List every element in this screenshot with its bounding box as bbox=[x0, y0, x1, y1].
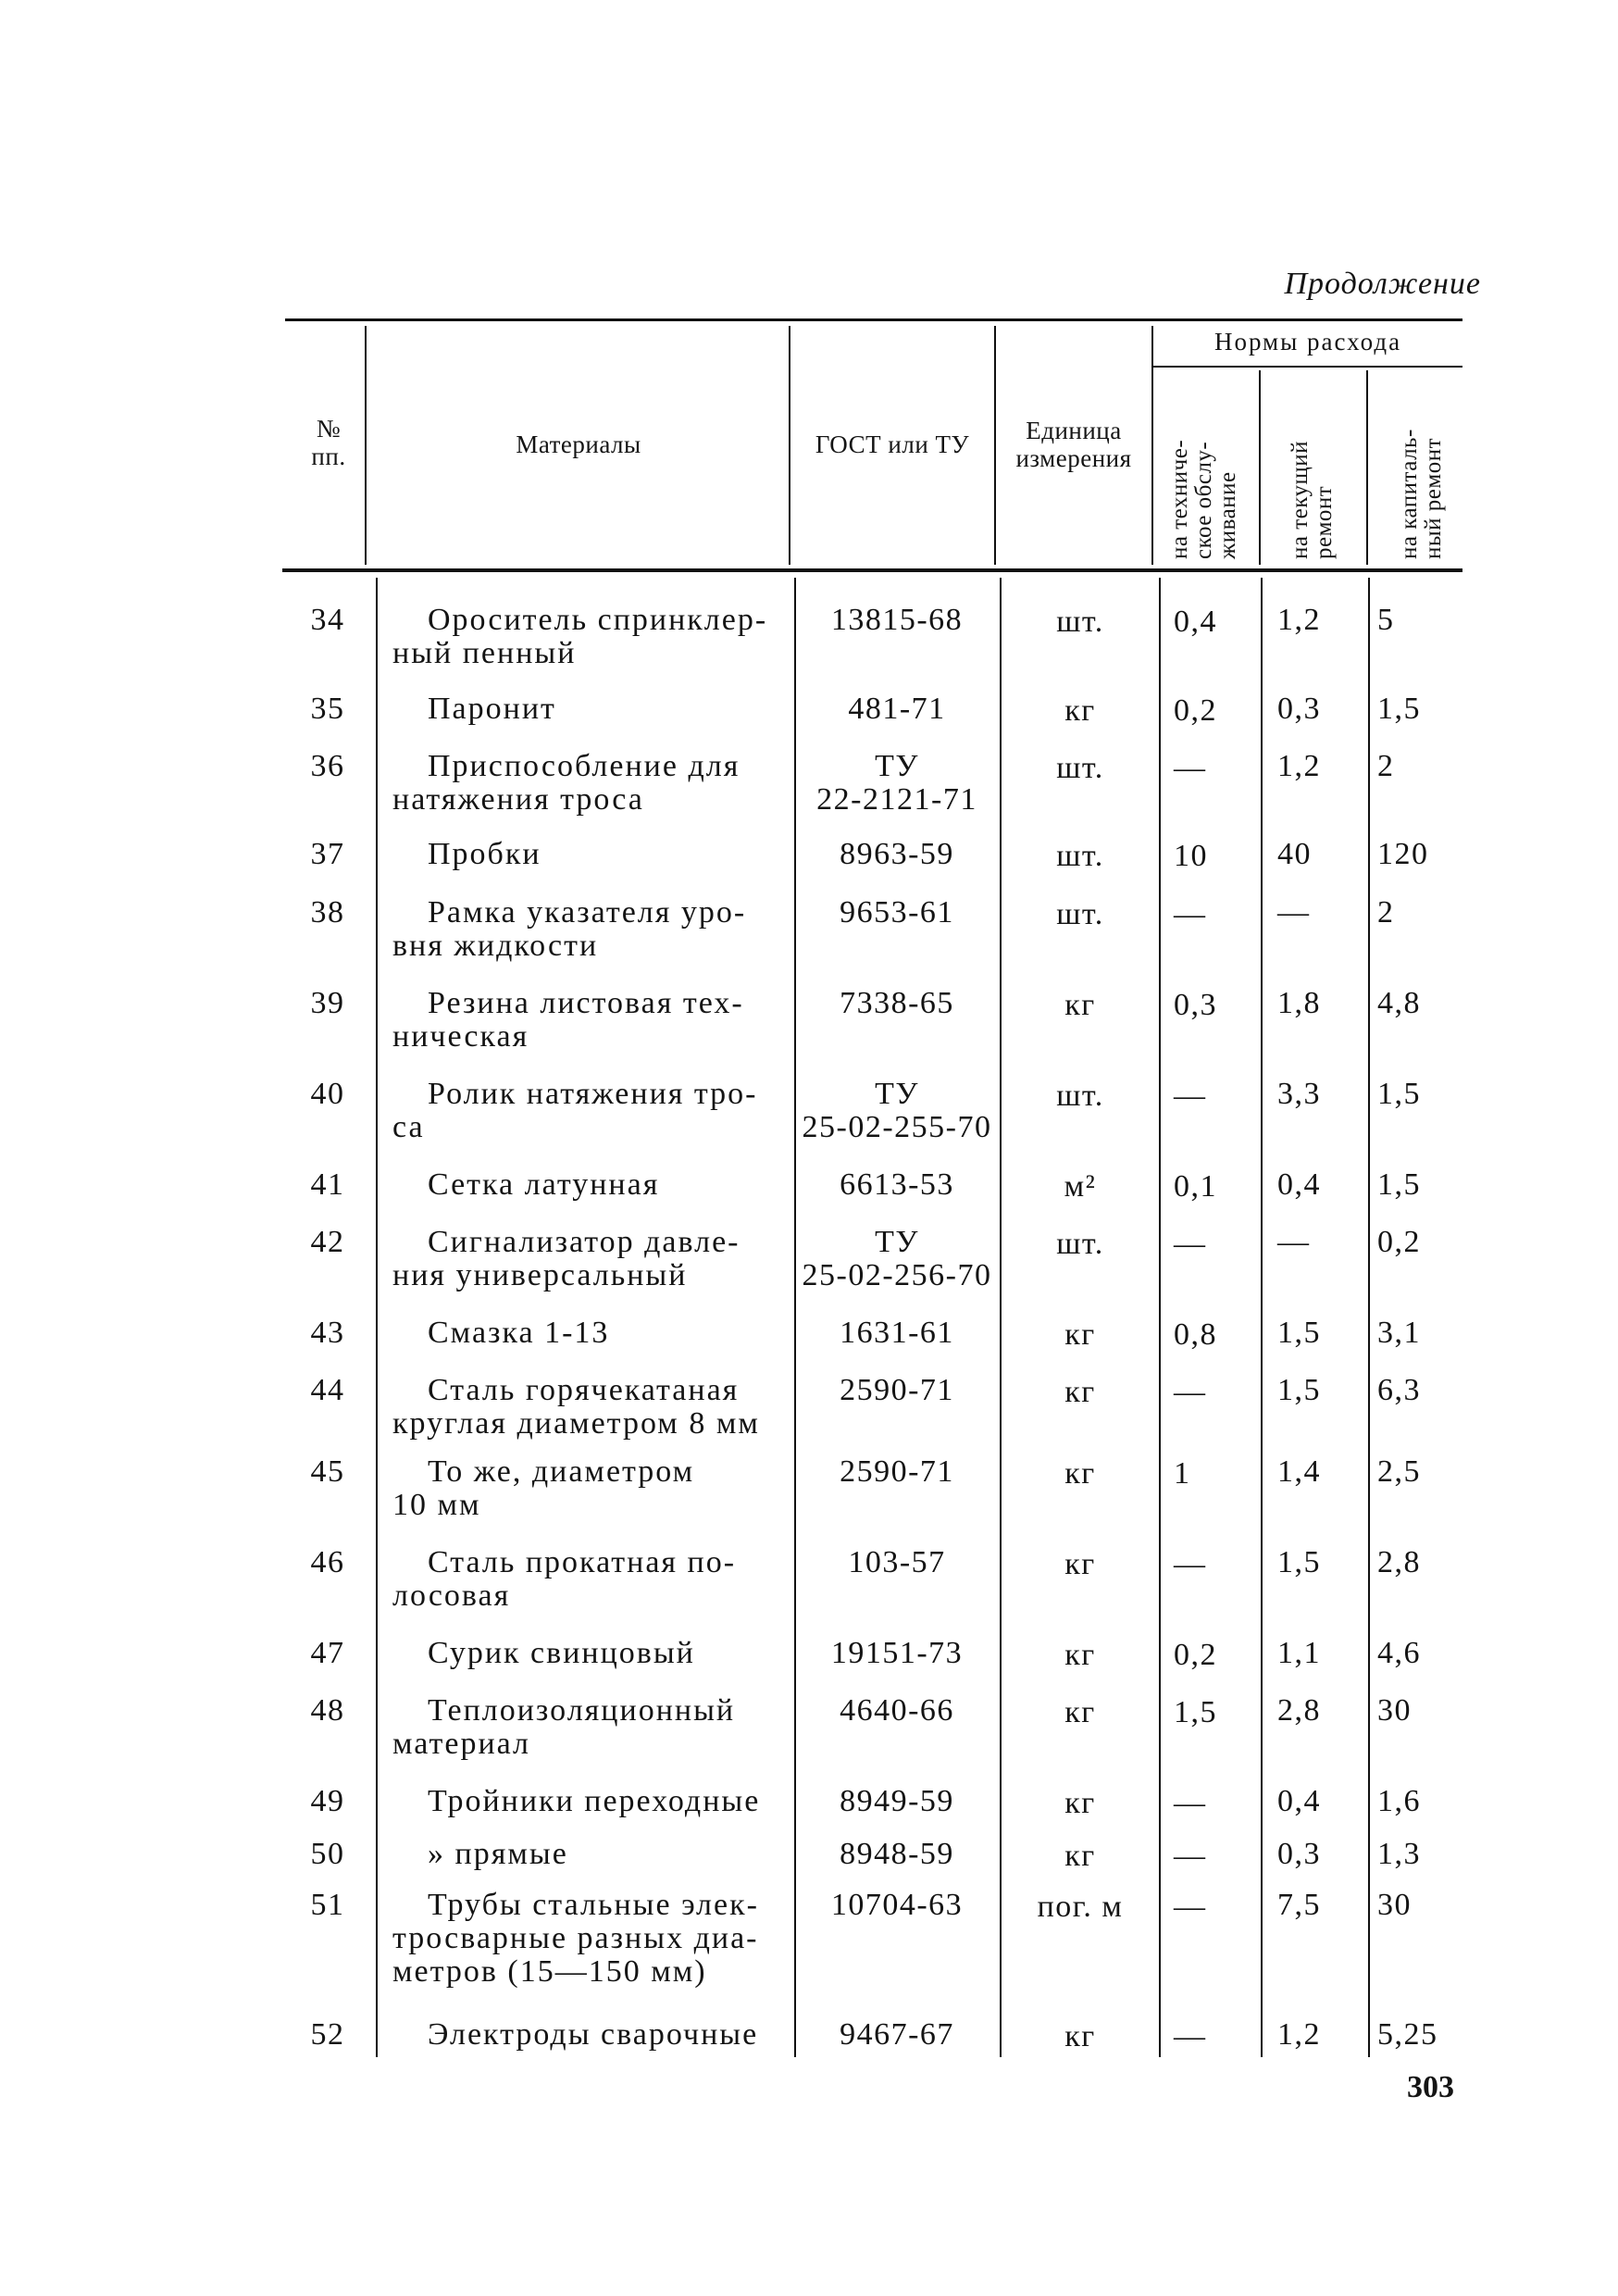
norm-current-repair: 0,4 bbox=[1277, 1784, 1321, 1818]
norm-current-repair: 40 bbox=[1277, 837, 1312, 871]
norm-maintenance: — bbox=[1174, 897, 1207, 931]
row-number: 39 bbox=[310, 986, 345, 1020]
material-name bbox=[392, 838, 779, 871]
unit-of-measure: кг bbox=[1064, 1456, 1096, 1491]
header-capital-repair-line1: на капиталь- bbox=[1397, 429, 1422, 559]
header-materials: Материалы bbox=[516, 430, 641, 458]
norm-current-repair: — bbox=[1277, 895, 1311, 930]
row-number: 40 bbox=[310, 1077, 345, 1111]
norm-maintenance: — bbox=[1174, 2019, 1207, 2053]
material-line: материал bbox=[392, 1727, 530, 1761]
header-num-line1: № bbox=[316, 415, 342, 443]
unit-of-measure: шт. bbox=[1056, 897, 1104, 931]
material-line: вня жидкости bbox=[392, 929, 599, 963]
header-bottom-rule bbox=[282, 568, 1462, 572]
material-line: Смазка 1-13 bbox=[428, 1316, 610, 1350]
body-divider bbox=[1159, 578, 1161, 2057]
norm-capital-repair: 5,25 bbox=[1377, 2017, 1438, 2052]
unit-of-measure: кг bbox=[1064, 1375, 1096, 1409]
row-number: 50 bbox=[310, 1837, 345, 1871]
norm-maintenance: 0,8 bbox=[1174, 1317, 1217, 1352]
norm-current-repair: 2,8 bbox=[1277, 1693, 1321, 1728]
body-divider bbox=[1368, 578, 1370, 2057]
unit-of-measure: кг bbox=[1064, 1695, 1096, 1729]
header-divider bbox=[1259, 370, 1261, 565]
norm-capital-repair: 1,3 bbox=[1377, 1837, 1421, 1871]
table-top-rule bbox=[285, 318, 1462, 321]
material-line: тросварные разных диа- bbox=[392, 1921, 759, 1955]
header-current-repair-line1: на текущий bbox=[1288, 440, 1313, 559]
gost-line: ТУ bbox=[875, 749, 919, 783]
norm-maintenance: — bbox=[1174, 1079, 1207, 1113]
norm-capital-repair: 2,5 bbox=[1377, 1454, 1421, 1489]
norm-capital-repair: 30 bbox=[1377, 1693, 1412, 1728]
material-name bbox=[392, 1168, 779, 1202]
unit-of-measure: кг bbox=[1064, 1317, 1096, 1352]
norm-current-repair: 1,2 bbox=[1277, 749, 1321, 783]
gost-line: 4640-66 bbox=[840, 1693, 954, 1728]
material-line: Ролик натяжения тро- bbox=[428, 1077, 758, 1111]
header-num bbox=[294, 415, 363, 470]
row-number: 45 bbox=[310, 1454, 345, 1489]
norm-capital-repair: 4,8 bbox=[1377, 986, 1421, 1020]
gost-line: 8949-59 bbox=[840, 1784, 954, 1818]
norm-capital-repair: 0,2 bbox=[1377, 1225, 1421, 1259]
norm-maintenance: 0,2 bbox=[1174, 693, 1217, 728]
norm-current-repair: 1,8 bbox=[1277, 986, 1321, 1020]
material-line: Теплоизоляционный bbox=[428, 1693, 736, 1728]
row-number: 47 bbox=[310, 1636, 345, 1670]
norm-maintenance: 10 bbox=[1174, 839, 1208, 873]
material-line: Сталь горячекатаная bbox=[428, 1373, 740, 1407]
norm-maintenance: 1,5 bbox=[1174, 1695, 1217, 1729]
unit-of-measure: кг bbox=[1064, 1786, 1096, 1820]
material-name bbox=[392, 604, 779, 670]
norm-capital-repair: 1,5 bbox=[1377, 692, 1421, 726]
material-name bbox=[392, 750, 779, 817]
material-line: круглая диаметром 8 мм bbox=[392, 1406, 760, 1441]
row-number: 38 bbox=[310, 895, 345, 930]
row-number: 48 bbox=[310, 1693, 345, 1728]
norm-current-repair: 1,5 bbox=[1277, 1316, 1321, 1350]
material-line: Сталь прокатная по- bbox=[428, 1545, 737, 1579]
gost-line: 25-02-256-70 bbox=[802, 1258, 992, 1292]
material-line: Тройники переходные bbox=[428, 1784, 761, 1818]
unit-of-measure: кг bbox=[1064, 2019, 1096, 2053]
header-divider bbox=[789, 326, 790, 565]
material-line: Ороситель спринклер- bbox=[428, 603, 768, 637]
gost-code bbox=[798, 1546, 996, 1579]
header-num-line2: пп. bbox=[311, 443, 346, 470]
unit-of-measure: шт. bbox=[1056, 839, 1104, 873]
material-name bbox=[392, 1694, 779, 1761]
norm-capital-repair: 2,8 bbox=[1377, 1545, 1421, 1579]
gost-line: 2590-71 bbox=[840, 1454, 954, 1489]
gost-code bbox=[798, 1078, 996, 1144]
unit-of-measure: кг bbox=[1064, 693, 1096, 728]
norm-capital-repair: 1,5 bbox=[1377, 1167, 1421, 1202]
material-line: Сурик свинцовый bbox=[428, 1636, 695, 1670]
norm-maintenance: — bbox=[1174, 1547, 1207, 1581]
norm-capital-repair: 5 bbox=[1377, 603, 1395, 637]
material-line: Сигнализатор давле- bbox=[428, 1225, 741, 1259]
norm-current-repair: 0,4 bbox=[1277, 1167, 1321, 1202]
norm-maintenance: — bbox=[1174, 751, 1207, 785]
unit-of-measure: кг bbox=[1064, 1638, 1096, 1672]
gost-line: 10704-63 bbox=[830, 1888, 964, 1922]
material-name bbox=[392, 1637, 779, 1670]
gost-line: 481-71 bbox=[848, 692, 946, 726]
header-divider bbox=[365, 326, 367, 565]
norm-capital-repair: 1,5 bbox=[1377, 1077, 1421, 1111]
header-maintenance-line3: живание bbox=[1215, 471, 1240, 559]
header-unit-line2: измерения bbox=[1015, 444, 1132, 472]
header-current-repair-line2: ремонт bbox=[1312, 485, 1337, 559]
norm-maintenance: — bbox=[1174, 1839, 1207, 1873]
unit-of-measure: кг bbox=[1064, 1547, 1096, 1581]
continuation-label: Продолжение bbox=[1284, 267, 1481, 301]
gost-code bbox=[798, 987, 996, 1020]
norm-capital-repair: 1,6 bbox=[1377, 1784, 1421, 1818]
gost-code bbox=[798, 896, 996, 930]
norm-current-repair: 1,5 bbox=[1277, 1373, 1321, 1407]
norm-current-repair: 1,2 bbox=[1277, 603, 1321, 637]
material-line: Пробки bbox=[428, 837, 541, 871]
material-line: натяжения троса bbox=[392, 782, 644, 817]
material-name bbox=[392, 1838, 779, 1871]
gost-line: 103-57 bbox=[848, 1545, 946, 1579]
norm-maintenance: 1 bbox=[1174, 1456, 1191, 1491]
gost-code bbox=[798, 604, 996, 637]
material-name bbox=[392, 2018, 779, 2052]
body-divider bbox=[1000, 578, 1002, 2057]
gost-code bbox=[798, 1226, 996, 1292]
material-line: 10 мм bbox=[392, 1488, 481, 1522]
material-name bbox=[392, 896, 779, 963]
gost-code bbox=[798, 1316, 996, 1350]
gost-line: 13815-68 bbox=[830, 603, 964, 637]
gost-line: 6613-53 bbox=[840, 1167, 954, 1202]
header-maintenance-line1: на техниче- bbox=[1167, 439, 1192, 559]
header-unit-line1: Единица bbox=[1026, 417, 1122, 444]
norm-maintenance: 0,4 bbox=[1174, 605, 1217, 639]
body-divider bbox=[1261, 578, 1263, 2057]
unit-of-measure: пог. м bbox=[1037, 1890, 1124, 1924]
material-name bbox=[392, 987, 779, 1054]
gost-line: 9653-61 bbox=[840, 895, 954, 930]
material-name bbox=[392, 1078, 779, 1144]
material-line: Трубы стальные элек- bbox=[428, 1888, 759, 1922]
gost-line: 25-02-255-70 bbox=[802, 1110, 992, 1144]
norm-maintenance: — bbox=[1174, 1375, 1207, 1409]
gost-code bbox=[798, 838, 996, 871]
material-line: метров (15—150 мм) bbox=[392, 1954, 707, 1989]
header-unit bbox=[998, 417, 1150, 472]
material-line: Рамка указателя уро- bbox=[428, 895, 747, 930]
row-number: 41 bbox=[310, 1167, 345, 1202]
norm-current-repair: 0,3 bbox=[1277, 692, 1321, 726]
gost-code bbox=[798, 1694, 996, 1728]
norm-maintenance: — bbox=[1174, 1786, 1207, 1820]
unit-of-measure: кг bbox=[1064, 988, 1096, 1022]
gost-code bbox=[798, 1637, 996, 1670]
material-name bbox=[392, 693, 779, 726]
material-line: » прямые bbox=[428, 1837, 568, 1871]
gost-line: 1631-61 bbox=[840, 1316, 954, 1350]
header-divider bbox=[1151, 326, 1153, 565]
norm-capital-repair: 2 bbox=[1377, 895, 1395, 930]
material-name bbox=[392, 1889, 779, 1989]
gost-line: 2590-71 bbox=[840, 1373, 954, 1407]
material-name bbox=[392, 1546, 779, 1613]
gost-line: 8963-59 bbox=[840, 837, 954, 871]
norm-capital-repair: 4,6 bbox=[1377, 1636, 1421, 1670]
header-capital-repair bbox=[1398, 429, 1446, 559]
norm-current-repair: 3,3 bbox=[1277, 1077, 1321, 1111]
gost-line: ТУ bbox=[875, 1077, 919, 1111]
material-name bbox=[392, 1455, 779, 1522]
material-line: Паронит bbox=[428, 692, 556, 726]
norm-capital-repair: 3,1 bbox=[1377, 1316, 1421, 1350]
row-number: 36 bbox=[310, 749, 345, 783]
material-name bbox=[392, 1226, 779, 1292]
row-number: 49 bbox=[310, 1784, 345, 1818]
unit-of-measure: шт. bbox=[1056, 751, 1104, 785]
row-number: 51 bbox=[310, 1888, 345, 1922]
header-norms: Нормы расхода bbox=[1214, 328, 1402, 356]
gost-code bbox=[798, 693, 996, 726]
material-line: Электроды сварочные bbox=[428, 2017, 759, 2052]
gost-line: 8948-59 bbox=[840, 1837, 954, 1871]
norm-current-repair: 0,3 bbox=[1277, 1837, 1321, 1871]
norm-maintenance: 0,3 bbox=[1174, 988, 1217, 1022]
header-gost: ГОСТ или ТУ bbox=[815, 430, 970, 458]
header-divider bbox=[1366, 370, 1368, 565]
unit-of-measure: кг bbox=[1064, 1839, 1096, 1873]
body-divider bbox=[794, 578, 796, 2057]
norms-header-rule bbox=[1151, 366, 1462, 368]
norm-current-repair: 1,5 bbox=[1277, 1545, 1321, 1579]
material-line: лосовая bbox=[392, 1578, 511, 1613]
page-number: 303 bbox=[1407, 2070, 1454, 2104]
norm-current-repair: 1,1 bbox=[1277, 1636, 1321, 1670]
material-name bbox=[392, 1316, 779, 1350]
norm-capital-repair: 30 bbox=[1377, 1888, 1412, 1922]
unit-of-measure: м² bbox=[1064, 1169, 1097, 1204]
gost-line: 7338-65 bbox=[840, 986, 954, 1020]
row-number: 44 bbox=[310, 1373, 345, 1407]
material-line: То же, диаметром bbox=[428, 1454, 695, 1489]
norm-maintenance: — bbox=[1174, 1890, 1207, 1924]
unit-of-measure: шт. bbox=[1056, 605, 1104, 639]
norm-maintenance: 0,1 bbox=[1174, 1169, 1217, 1204]
gost-line: 22-2121-71 bbox=[816, 782, 977, 817]
norm-current-repair: 1,2 bbox=[1277, 2017, 1321, 2052]
norm-current-repair: 1,4 bbox=[1277, 1454, 1321, 1489]
material-line: ния универсальный bbox=[392, 1258, 688, 1292]
material-line: Приспособление для bbox=[428, 749, 741, 783]
gost-code bbox=[798, 1785, 996, 1818]
material-line: Резина листовая тех- bbox=[428, 986, 744, 1020]
material-name bbox=[392, 1374, 779, 1441]
material-name bbox=[392, 1785, 779, 1818]
gost-code bbox=[798, 1455, 996, 1489]
row-number: 35 bbox=[310, 692, 345, 726]
row-number: 34 bbox=[310, 603, 345, 637]
body-divider bbox=[376, 578, 378, 2057]
material-line: Сетка латунная bbox=[428, 1167, 660, 1202]
header-divider bbox=[994, 326, 996, 565]
unit-of-measure: шт. bbox=[1056, 1079, 1104, 1113]
header-maintenance bbox=[1168, 440, 1240, 559]
row-number: 37 bbox=[310, 837, 345, 871]
gost-code bbox=[798, 1374, 996, 1407]
row-number: 52 bbox=[310, 2017, 345, 2052]
norm-capital-repair: 2 bbox=[1377, 749, 1395, 783]
gost-code bbox=[798, 2018, 996, 2052]
gost-line: ТУ bbox=[875, 1225, 919, 1259]
header-maintenance-line2: ское обслу- bbox=[1191, 441, 1216, 559]
header-capital-repair-line2: ный ремонт bbox=[1421, 437, 1446, 559]
norm-current-repair: 7,5 bbox=[1277, 1888, 1321, 1922]
material-line: ническая bbox=[392, 1019, 529, 1054]
material-line: са bbox=[392, 1110, 425, 1144]
gost-code bbox=[798, 1889, 996, 1922]
gost-code bbox=[798, 750, 996, 817]
norm-maintenance: — bbox=[1174, 1227, 1207, 1261]
gost-code bbox=[798, 1838, 996, 1871]
unit-of-measure: шт. bbox=[1056, 1227, 1104, 1261]
gost-line: 9467-67 bbox=[840, 2017, 954, 2052]
norm-capital-repair: 120 bbox=[1377, 837, 1429, 871]
material-line: ный пенный bbox=[392, 636, 577, 670]
norm-current-repair: — bbox=[1277, 1225, 1311, 1259]
norm-maintenance: 0,2 bbox=[1174, 1638, 1217, 1672]
row-number: 42 bbox=[310, 1225, 345, 1259]
gost-line: 19151-73 bbox=[830, 1636, 964, 1670]
row-number: 43 bbox=[310, 1316, 345, 1350]
norm-capital-repair: 6,3 bbox=[1377, 1373, 1421, 1407]
gost-code bbox=[798, 1168, 996, 1202]
header-current-repair bbox=[1288, 441, 1337, 559]
row-number: 46 bbox=[310, 1545, 345, 1579]
